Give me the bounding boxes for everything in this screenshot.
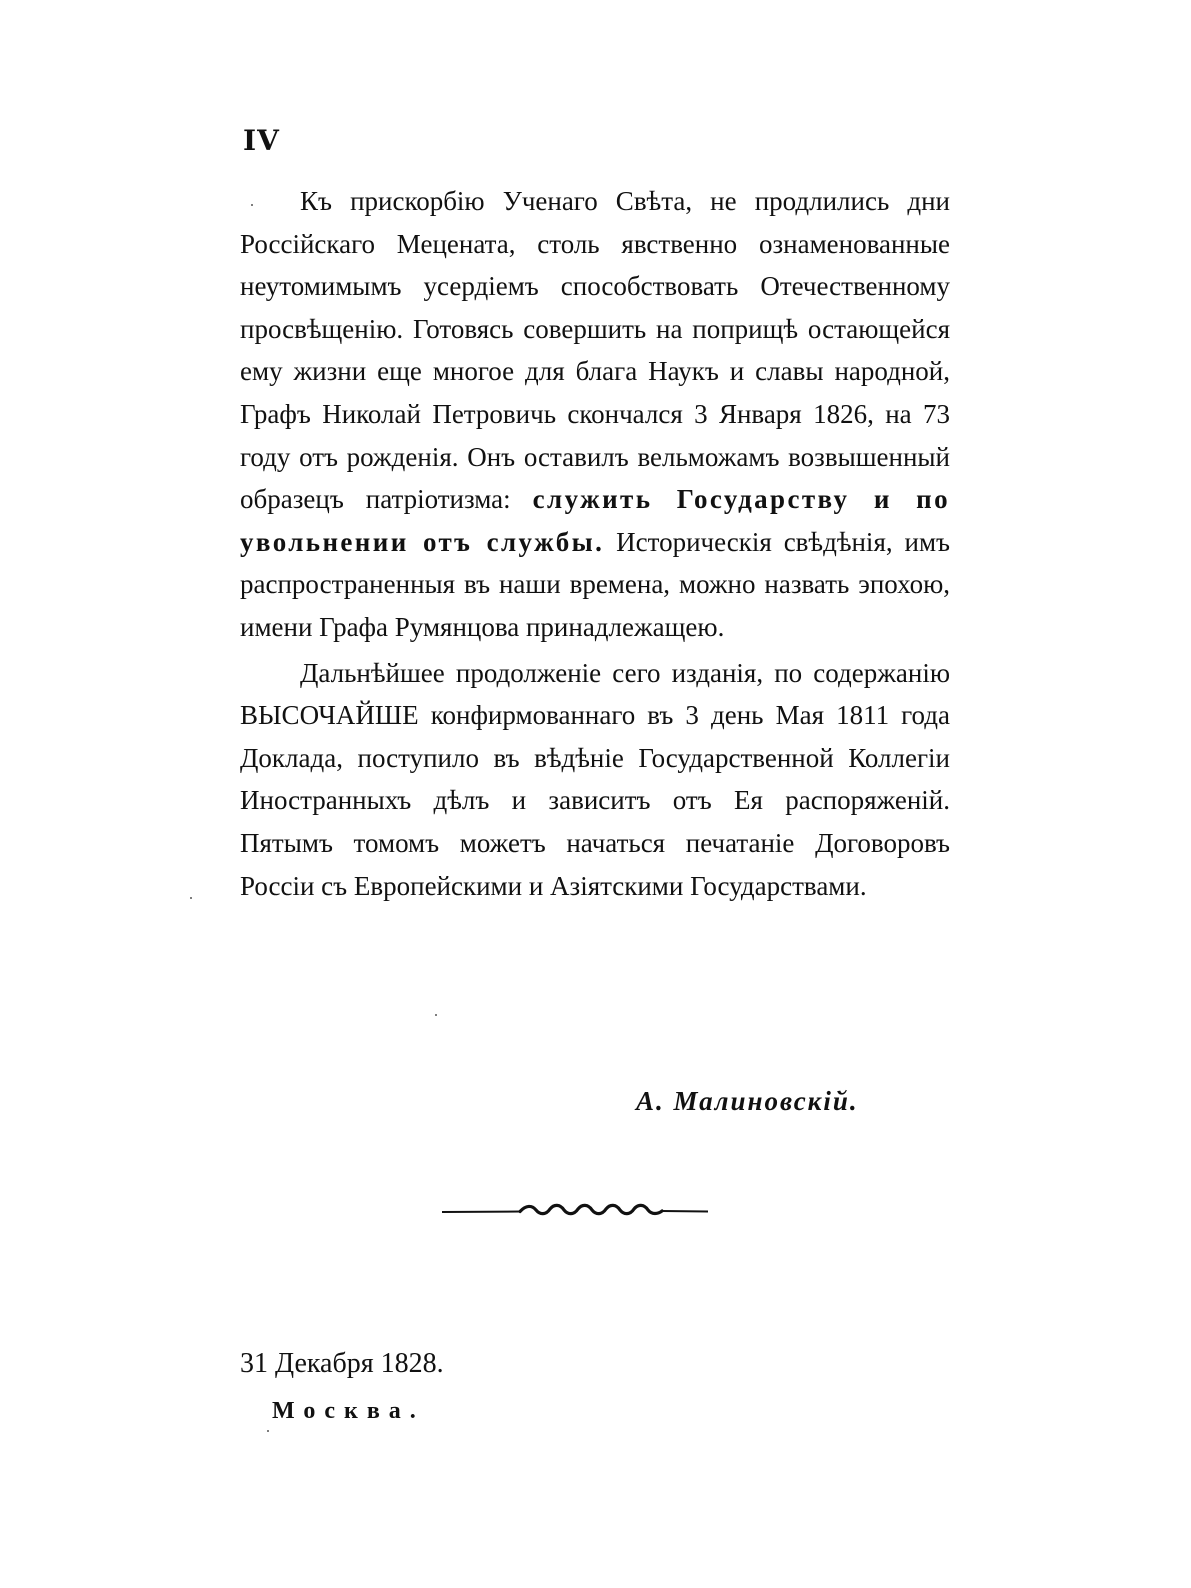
print-speck [267,1430,269,1432]
main-text [240,180,950,907]
paragraph-1-tail: Историческія свѣдѣнія, имъ распространенныя въ наши времена, можно назвать эпохою, имени Графа Румянцова принадлежащею. [240,526,951,642]
paragraph-2: Дальнѣйшее продолженіе сего изданія, по содержанію ВЫСОЧАЙШЕ конфирмованнаго въ 3 день Мая 1811 года Доклада, поступило въ вѣдѣніе Государственной Коллегіи Иностранныхъ дѣлъ и зависитъ отъ Ея распоряженій. Пятымъ томомъ можетъ начаться печатаніе Договоровъ Россіи съ Европейскими и Азіятскими Государствами. [240,657,950,901]
ornament-divider [440,1196,710,1224]
page-number: IV [243,124,280,157]
print-speck [190,897,192,899]
paragraph-1 [240,180,950,649]
ornament-wave [520,1205,662,1213]
ornament-line-right [662,1211,708,1212]
paragraph-1-lead: Къ прискорбію Ученаго Свѣта, не продлились дни Россійскаго Мецената, столь явственно ознаменованные неутомимымъ усердіемъ способствовать Отечественному просвѣщенію. Готовясь совершить на поприщѣ остающейся ему жизни еще многое для блага Наукъ и славы народной, Графъ Николай Петровичь скончался 3 Января 1826, на 73 году отъ рожденія. Онъ оставилъ вельможамъ возвышенный образецъ патріотизма: [240,186,950,515]
publication-date: 31 Декабря 1828. [240,1348,444,1379]
author-signature: А. Малиновскій. [636,1086,859,1116]
paragraph-1-spaced-phrase: служить Государству и по увольнении отъ службы. [240,484,950,557]
print-speck [435,1014,437,1016]
publication-city: Москва. [272,1398,425,1424]
ornament-line-left [442,1212,520,1213]
print-speck [251,204,253,206]
